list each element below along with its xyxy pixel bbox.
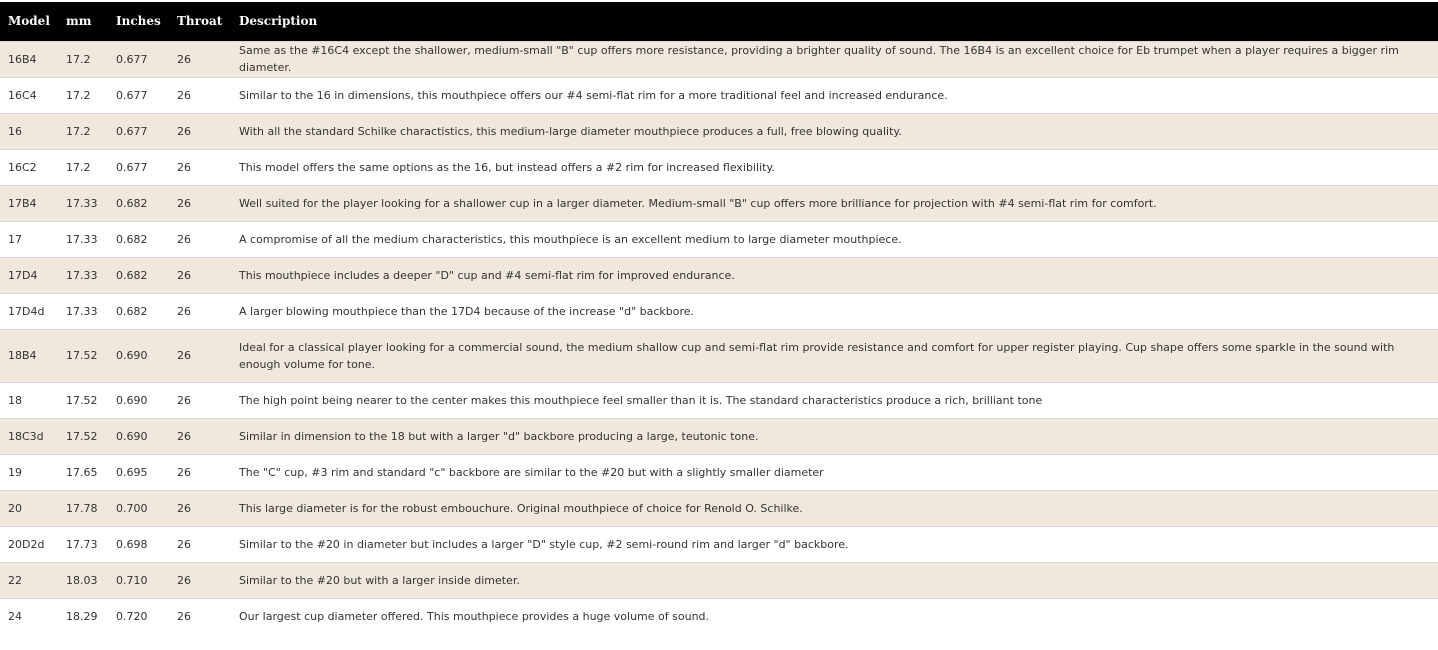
- cell-model: 18: [0, 382, 58, 418]
- cell-model: 18B4: [0, 329, 58, 382]
- cell-model: 20D2d: [0, 526, 58, 562]
- cell-model: 17B4: [0, 185, 58, 221]
- cell-inches: 0.710: [108, 562, 169, 598]
- cell-inches: 0.690: [108, 329, 169, 382]
- cell-description: The high point being nearer to the center makes this mouthpiece feel smaller than it is. The standard characteristics produce a rich, brilliant tone: [231, 382, 1438, 418]
- table-row: [0, 526, 1438, 562]
- cell-mm: 17.52: [58, 418, 108, 454]
- table-row: [0, 598, 1438, 634]
- table-row: [0, 41, 1438, 77]
- cell-mm: 17.73: [58, 526, 108, 562]
- table-row: [0, 293, 1438, 329]
- table-row: [0, 418, 1438, 454]
- cell-description: This model offers the same options as the 16, but instead offers a #2 rim for increased flexibility.: [231, 149, 1438, 185]
- cell-model: 17D4: [0, 257, 58, 293]
- cell-model: 24: [0, 598, 58, 634]
- cell-description: A larger blowing mouthpiece than the 17D4 because of the increase "d" backbore.: [231, 293, 1438, 329]
- cell-inches: 0.682: [108, 185, 169, 221]
- cell-mm: 17.33: [58, 257, 108, 293]
- cell-model: 16: [0, 113, 58, 149]
- cell-model: 17: [0, 221, 58, 257]
- cell-mm: 17.33: [58, 185, 108, 221]
- cell-throat: 26: [169, 418, 231, 454]
- cell-mm: 17.2: [58, 149, 108, 185]
- cell-model: 20: [0, 490, 58, 526]
- header-description: Description: [239, 14, 318, 29]
- cell-description: Similar to the #20 but with a larger inside dimeter.: [231, 562, 1438, 598]
- cell-model: 17D4d: [0, 293, 58, 329]
- cell-inches: 0.677: [108, 113, 169, 149]
- header-throat: Throat: [177, 14, 223, 29]
- cell-mm: 17.33: [58, 221, 108, 257]
- cell-mm: 18.03: [58, 562, 108, 598]
- table-row: [0, 562, 1438, 598]
- cell-inches: 0.682: [108, 257, 169, 293]
- cell-throat: 26: [169, 185, 231, 221]
- table-row: [0, 382, 1438, 418]
- header-inches: Inches: [116, 14, 161, 29]
- mouthpiece-spec-table: [0, 2, 1438, 634]
- cell-inches: 0.698: [108, 526, 169, 562]
- cell-mm: 17.2: [58, 41, 108, 77]
- cell-throat: 26: [169, 113, 231, 149]
- cell-inches: 0.677: [108, 149, 169, 185]
- cell-mm: 17.78: [58, 490, 108, 526]
- cell-description: This large diameter is for the robust embouchure. Original mouthpiece of choice for Renold O. Schilke.: [231, 490, 1438, 526]
- cell-inches: 0.695: [108, 454, 169, 490]
- cell-throat: 26: [169, 454, 231, 490]
- cell-mm: 17.52: [58, 382, 108, 418]
- cell-throat: 26: [169, 329, 231, 382]
- table-row: [0, 149, 1438, 185]
- cell-inches: 0.682: [108, 221, 169, 257]
- cell-throat: 26: [169, 41, 231, 77]
- cell-description: Ideal for a classical player looking for a commercial sound, the medium shallow cup and semi-flat rim provide resistance and comfort for upper register playing. Cup shape offers some sparkle in the sound with enough volume for tone.: [231, 329, 1438, 382]
- cell-description: Our largest cup diameter offered. This mouthpiece provides a huge volume of sound.: [231, 598, 1438, 634]
- cell-model: 16C4: [0, 77, 58, 113]
- cell-inches: 0.690: [108, 418, 169, 454]
- header-model: Model: [8, 14, 50, 29]
- cell-mm: 17.65: [58, 454, 108, 490]
- cell-inches: 0.677: [108, 41, 169, 77]
- table-row: [0, 490, 1438, 526]
- header-mm: mm: [66, 14, 92, 29]
- cell-inches: 0.690: [108, 382, 169, 418]
- cell-model: 22: [0, 562, 58, 598]
- cell-description: Similar to the 16 in dimensions, this mouthpiece offers our #4 semi-flat rim for a more traditional feel and increased endurance.: [231, 77, 1438, 113]
- cell-description: Similar in dimension to the 18 but with a larger "d" backbore producing a large, teutonic tone.: [231, 418, 1438, 454]
- table-row: [0, 185, 1438, 221]
- cell-throat: 26: [169, 562, 231, 598]
- table-body: [0, 41, 1438, 634]
- cell-inches: 0.682: [108, 293, 169, 329]
- table-row: [0, 454, 1438, 490]
- cell-throat: 26: [169, 598, 231, 634]
- cell-throat: 26: [169, 490, 231, 526]
- cell-throat: 26: [169, 221, 231, 257]
- table-row: [0, 257, 1438, 293]
- cell-description: Same as the #16C4 except the shallower, medium-small "B" cup offers more resistance, providing a brighter quality of sound. The 16B4 is an excellent choice for Eb trumpet when a player requires a bigger rim diameter.: [231, 41, 1438, 77]
- cell-description: A compromise of all the medium characteristics, this mouthpiece is an excellent medium to large diameter mouthpiece.: [231, 221, 1438, 257]
- cell-model: 16C2: [0, 149, 58, 185]
- table-row: [0, 221, 1438, 257]
- cell-throat: 26: [169, 526, 231, 562]
- cell-throat: 26: [169, 382, 231, 418]
- cell-throat: 26: [169, 293, 231, 329]
- cell-mm: 17.2: [58, 77, 108, 113]
- table-row: [0, 113, 1438, 149]
- cell-model: 16B4: [0, 41, 58, 77]
- cell-description: Well suited for the player looking for a shallower cup in a larger diameter. Medium-small "B" cup offers more brilliance for projection with #4 semi-flat rim for comfort.: [231, 185, 1438, 221]
- cell-mm: 17.52: [58, 329, 108, 382]
- table-row: [0, 77, 1438, 113]
- header-row: [0, 2, 1438, 41]
- cell-throat: 26: [169, 149, 231, 185]
- cell-inches: 0.720: [108, 598, 169, 634]
- table-row: [0, 329, 1438, 382]
- cell-throat: 26: [169, 77, 231, 113]
- cell-description: This mouthpiece includes a deeper "D" cup and #4 semi-flat rim for improved endurance.: [231, 257, 1438, 293]
- cell-mm: 18.29: [58, 598, 108, 634]
- cell-description: With all the standard Schilke charactistics, this medium-large diameter mouthpiece produces a full, free blowing quality.: [231, 113, 1438, 149]
- cell-description: Similar to the #20 in diameter but includes a larger "D" style cup, #2 semi-round rim and larger "d" backbore.: [231, 526, 1438, 562]
- cell-model: 18C3d: [0, 418, 58, 454]
- cell-mm: 17.33: [58, 293, 108, 329]
- cell-inches: 0.677: [108, 77, 169, 113]
- cell-description: The "C" cup, #3 rim and standard "c" backbore are similar to the #20 but with a slightly smaller diameter: [231, 454, 1438, 490]
- cell-throat: 26: [169, 257, 231, 293]
- cell-inches: 0.700: [108, 490, 169, 526]
- cell-mm: 17.2: [58, 113, 108, 149]
- cell-model: 19: [0, 454, 58, 490]
- table-header: [0, 2, 1438, 41]
